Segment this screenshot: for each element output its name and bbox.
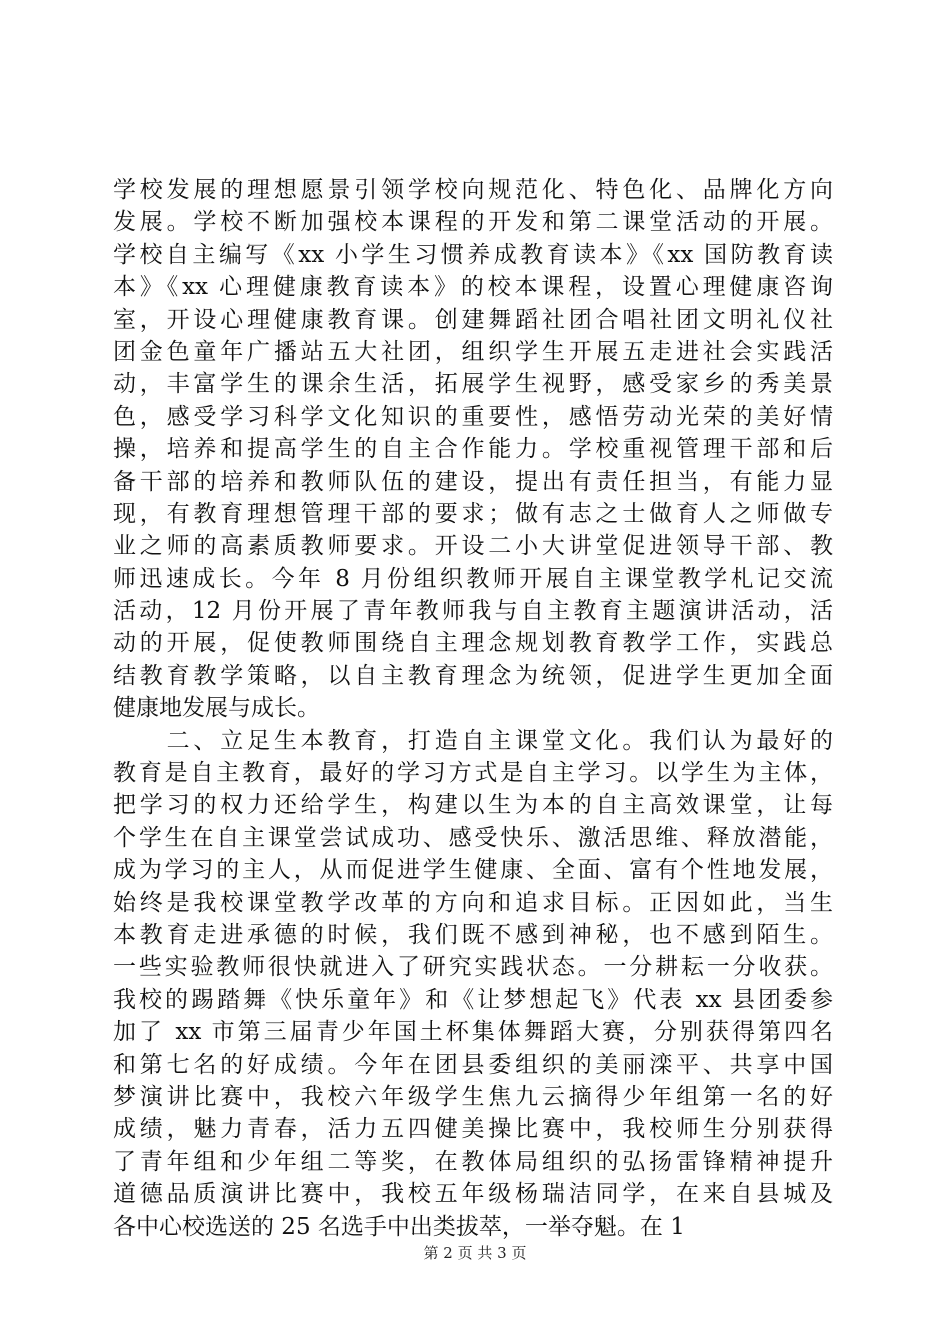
text-line: 我校的踢踏舞《快乐童年》和《让梦想起飞》代表 xx 县团委参 [113,986,833,1013]
text-line: 本教育走进承德的时候，我们既不感到神秘，也不感到陌生。 [113,921,833,948]
text-line: 个学生在自主课堂尝试成功、感受快乐、激活思维、释放潜能， [113,824,833,851]
body-text [113,174,833,1243]
text-line: 道德品质演讲比赛中，我校五年级杨瑞洁同学，在来自县城及 [113,1181,833,1208]
text-line: 动，丰富学生的课余生活，拓展学生视野，感受家乡的秀美景 [113,371,833,398]
text-line: 现，有教育理想管理干部的要求；做有志之士做育人之师做专 [113,500,833,527]
text-line: 结教育教学策略，以自主教育理念为统领，促进学生更加全面 [113,662,833,689]
text-line: 成绩，魅力青春，活力五四健美操比赛中，我校师生分别获得 [113,1116,833,1143]
text-line: 学校自主编写《xx 小学生习惯养成教育读本》《xx 国防教育读 [113,241,833,268]
text-line: 健康地发展与成长。 [113,695,320,722]
text-line: 师迅速成长。今年 8 月份组织教师开展自主课堂教学札记交流 [113,565,833,592]
text-line: 一些实验教师很快就进入了研究实践状态。一分耕耘一分收获。 [113,954,833,981]
text-line: 学校发展的理想愿景引领学校向规范化、特色化、品牌化方向 [113,177,833,203]
text-line: 备干部的培养和教师队伍的建设，提出有责任担当，有能力显 [113,468,833,495]
text-line: 本》《xx 心理健康教育读本》的校本课程，设置心理健康咨询 [113,274,833,301]
text-line: 和第七名的好成绩。今年在团县委组织的美丽滦平、共享中国 [113,1051,833,1078]
text-line: 团金色童年广播站五大社团，组织学生开展五走进社会实践活 [113,338,833,365]
text-line: 动的开展，促使教师围绕自主理念规划教育教学工作，实践总 [113,630,833,657]
text-line: 把学习的权力还给学生，构建以生为本的自主高效课堂，让每 [113,792,833,819]
text-line: 加了 xx 市第三届青少年国土杯集体舞蹈大赛，分别获得第四名 [113,1019,833,1046]
text-line: 成为学习的主人，从而促进学生健康、全面、富有个性地发展， [113,857,833,884]
text-line: 室，开设心理健康教育课。创建舞蹈社团合唱社团文明礼仪社 [113,306,833,333]
text-line: 操，培养和提高学生的自主合作能力。学校重视管理干部和后 [113,436,833,463]
page-footer: 第 2 页 共 3 页 [423,1244,527,1262]
text-line: 二、立足生本教育，打造自主课堂文化。我们认为最好的 [113,727,833,754]
text-line: 教育是自主教育，最好的学习方式是自主学习。以学生为主体， [113,760,833,787]
text-line: 活动，12 月份开展了青年教师我与自主教育主题演讲活动，活 [113,598,833,625]
text-line: 色，感受学习科学文化知识的重要性，感悟劳动光荣的美好情 [113,403,833,430]
text-line: 各中心校选送的 25 名选手中出类拔萃，一举夺魁。在 1 [113,1213,685,1240]
text-line: 发展。学校不断加强校本课程的开发和第二课堂活动的开展。 [113,209,833,236]
text-line: 了青年组和少年组二等奖，在教体局组织的弘扬雷锋精神提升 [113,1148,833,1175]
text-line: 梦演讲比赛中，我校六年级学生焦九云摘得少年组第一名的好 [113,1083,833,1110]
text-line: 业之师的高素质教师要求。开设二小大讲堂促进领导干部、教 [113,533,833,560]
text-line: 始终是我校课堂教学改革的方向和追求目标。正因如此，当生 [113,889,833,916]
